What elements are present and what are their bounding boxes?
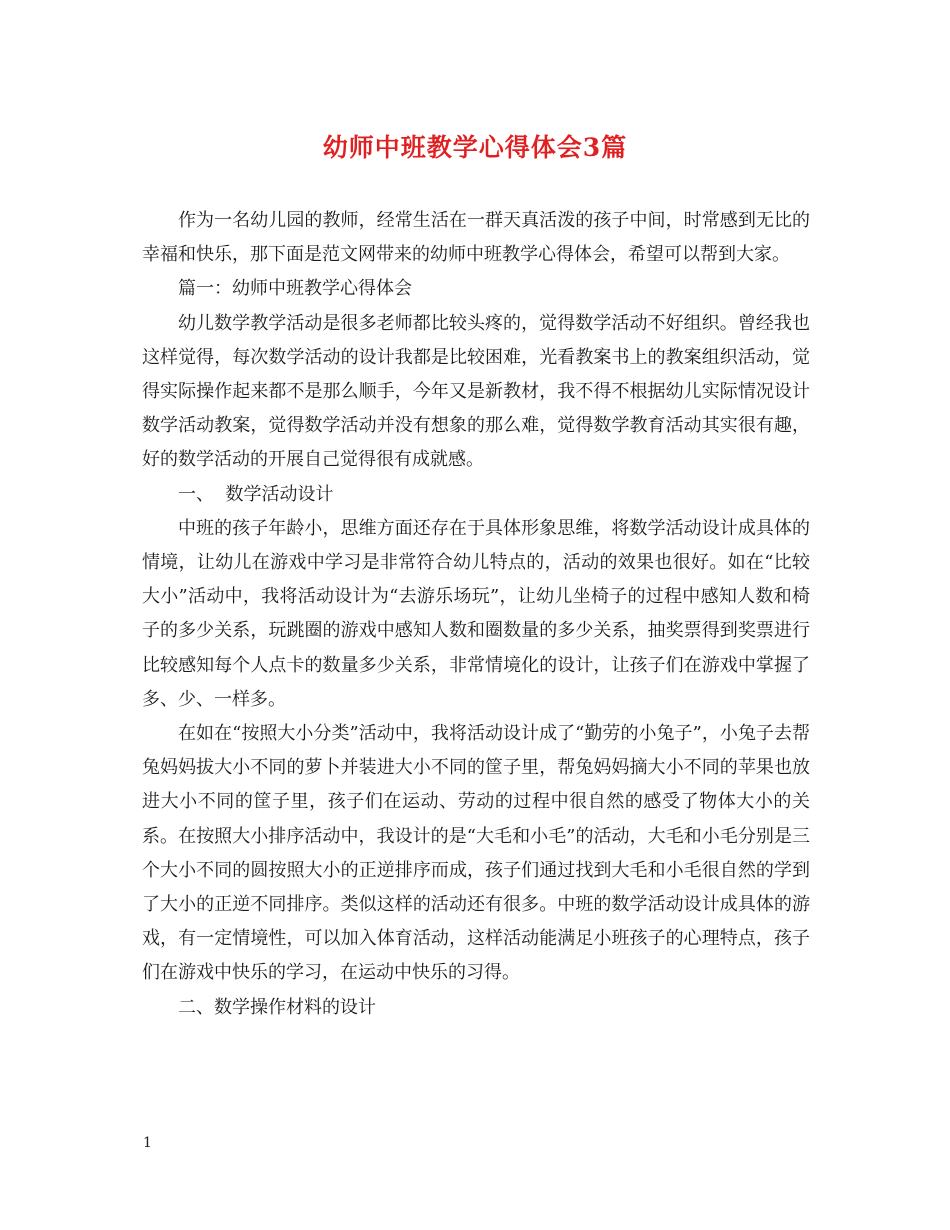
body-paragraph: 在如在“按照大小分类”活动中，我将活动设计成了“勤劳的小兔子”，小兔子去帮兔妈妈拔大小不同的萝卜并装进大小不同的筐子里，帮兔妈妈摘大小不同的苹果也放进大小不同的筐子里，孩子们在运动、劳动的过程中很自然的感受了物体大小的关系。在按照大小排序活动中，我设计的是“大毛和小毛”的活动，大毛和小毛分别是三个大小不同的圆按照大小的正逆排序而成，孩子们通过找到大毛和小毛很自然的学到了大小的正逆不同排序。类似这样的活动还有很多。中班的数学活动设计成具体的游戏，有一定情境性，可以加入体育活动，这样活动能满足小班孩子的心理特点，孩子们在游戏中快乐的学习，在运动中快乐的习得。 <box>142 723 810 984</box>
document-body <box>142 204 810 1025</box>
subheading-activity-design: 一、 数学活动设计 <box>178 483 334 505</box>
page-number: 1 <box>143 1135 152 1151</box>
subheading-materials-design: 二、数学操作材料的设计 <box>178 996 376 1018</box>
body-paragraph: 中班的孩子年龄小，思维方面还存在于具体形象思维，将数学活动设计成具体的情境，让幼儿在游戏中学习是非常符合幼儿特点的，活动的效果也很好。如在“比较大小”活动中，我将活动设计为“去游乐场玩”，让幼儿坐椅子的过程中感知人数和椅子的多少关系，玩跳圈的游戏中感知人数和圈数量的多少关系，抽奖票得到奖票进行比较感知每个人点卡的数量多少关系，非常情境化的设计，让孩子们在游戏中掌握了多、少、一样多。 <box>142 517 810 710</box>
body-paragraph: 幼儿数学教学活动是很多老师都比较头疼的，觉得数学活动不好组织。曾经我也这样觉得，每次数学活动的设计我都是比较困难，光看教案书上的教案组织活动，觉得实际操作起来都不是那么顺手，今年又是新教材，我不得不根据幼儿实际情况设计数学活动教案，觉得数学活动并没有想象的那么难，觉得数学教育活动其实很有趣，好的数学活动的开展自己觉得很有成就感。 <box>142 312 810 471</box>
section-heading-part-one: 篇一：幼师中班教学心得体会 <box>178 278 412 300</box>
intro-paragraph: 作为一名幼儿园的教师，经常生活在一群天真活泼的孩子中间，时常感到无比的幸福和快乐，那下面是范文网带来的幼师中班教学心得体会，希望可以帮到大家。 <box>142 210 810 266</box>
document-title: 幼师中班教学心得体会3篇 <box>322 133 628 162</box>
